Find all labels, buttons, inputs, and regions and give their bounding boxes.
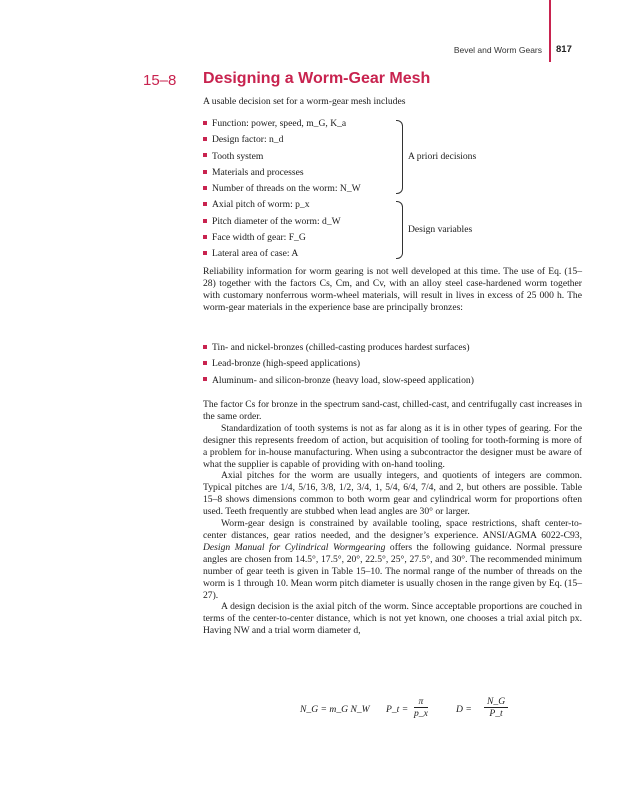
standardization-paragraph: Standardization of tooth systems is not as far along as it is in other types of gearing. For the designer this represents freedom of action, but acquisition of tooling for tooth-forming is more of a problem for in-house manufacturing. When using a subcontractor the designer must be aware of what the supplier is capable of providing with on-hand tooling.: [203, 422, 582, 470]
pitch-fraction: 3/4: [356, 482, 370, 494]
list-item: [203, 373, 474, 389]
equation-d-fraction: [484, 696, 508, 719]
list-item: [203, 356, 474, 372]
list-item: [203, 197, 361, 213]
bullet-icon: [203, 137, 207, 141]
decision-item-label: Face width of gear: F_G: [212, 232, 306, 244]
pitch-fraction: 7/4: [421, 482, 434, 494]
pitch-fraction: 1: [374, 482, 380, 494]
running-head: Bevel and Worm Gears: [453, 45, 542, 55]
constraints-paragraph: [203, 518, 582, 601]
equation-pt-denominator: p_x: [414, 708, 428, 719]
reliability-paragraph: Reliability information for worm gearing is not well developed at this time. The use of Eq. (15–28) together with the factors Cs, Cm, and Cv, with an alloy steel case-hardened worm together with customary nonferrous worm-wheel materials, will result in lives in excess of 25 000 h. The worm-gear materials in the experience base are principally bronzes:: [203, 266, 582, 313]
list-item: [203, 132, 361, 148]
design-variables-brace: [396, 201, 403, 259]
a-priori-label: A priori decisions: [408, 151, 477, 162]
body-text: [203, 399, 582, 637]
list-item: [203, 340, 474, 356]
pitch-fraction: 1/2: [338, 482, 352, 494]
decision-set-list: [203, 116, 361, 263]
bullet-icon: [203, 377, 207, 381]
decision-item-label: Number of threads on the worm: N_W: [212, 183, 361, 195]
constraints-text-before: Worm-gear design is constrained by available tooling, space restrictions, shaft center-to-center distances, gear ratios needed, and the designer’s experience. ANSI/AGMA 6022-C93,: [203, 518, 582, 541]
equation-gear-teeth: N_G = m_G N_W: [300, 704, 370, 715]
axial-pitch-text-before: Axial pitches for the worm are usually integers, and quotients of integers are common. Typical pitches are: [203, 470, 582, 494]
decision-item-label: Lateral area of case: A: [212, 248, 299, 260]
axial-pitch-text-after: but others are possible. Table 15–8 shows dimensions common to both worm gear and cylindrical worm for proportions often used. Teeth frequently are stubbed when lead angles are 30° or larger.: [203, 482, 583, 518]
pitch-fraction: 1/4: [280, 482, 293, 494]
list-item: [203, 116, 361, 132]
decision-item-label: Design factor: n_d: [212, 134, 284, 146]
pitch-fraction: 5/16: [298, 482, 316, 494]
section-number: 15–8: [143, 72, 177, 89]
bullet-icon: [203, 186, 207, 190]
a-priori-brace: [396, 120, 403, 194]
bullet-icon: [203, 170, 207, 174]
pitch-fraction-list: 1/4, 5/16, 3/8, 1/2, 3/4, 1, 5/4, 6/4, 7/4, and 2,: [280, 482, 467, 494]
bronze-item-label: Tin- and nickel-bronzes (chilled-casting produces hardest surfaces): [212, 342, 470, 353]
bronzes-list: [203, 340, 474, 389]
equation-pt-numerator: π: [414, 696, 428, 708]
equation-d-denominator: P_t: [489, 708, 503, 719]
equations-row: [200, 694, 600, 724]
bronze-item-label: Aluminum- and silicon-bronze (heavy load, slow-speed application): [212, 374, 474, 386]
bullet-icon: [203, 235, 207, 239]
decision-paragraph: A design decision is the axial pitch of the worm. Since acceptable proportions are couched in terms of the center-to-center distance, which is not yet known, one chooses a trial axial pitch px. Having NW and a trial worm diameter d,: [203, 601, 582, 637]
bullet-icon: [203, 153, 207, 157]
equation-pt-fraction: [414, 696, 428, 719]
pitch-fraction: 5/4: [385, 482, 398, 494]
section-title: Designing a Worm-Gear Mesh: [203, 70, 431, 87]
bullet-icon: [203, 219, 207, 223]
list-item: [203, 165, 361, 181]
decision-item-label: Pitch diameter of the worm: d_W: [212, 215, 341, 227]
bullet-icon: [203, 345, 207, 349]
bronze-item-label: Lead-bronze (high-speed applications): [212, 358, 361, 370]
list-item: [203, 230, 361, 246]
bullet-icon: [203, 251, 207, 255]
page-number: 817: [556, 44, 572, 55]
equation-pt-lhs: P_t =: [386, 704, 409, 715]
bullet-icon: [203, 121, 207, 125]
intro-paragraph: A usable decision set for a worm-gear mesh includes: [203, 96, 406, 107]
axial-pitch-paragraph: [203, 470, 582, 518]
list-item: [203, 214, 361, 230]
bullet-icon: [203, 361, 207, 365]
decision-item-label: Axial pitch of worm: p_x: [212, 199, 310, 211]
pitch-fraction: 3/8: [321, 482, 334, 494]
pitch-fraction: 2: [456, 482, 462, 494]
decision-item-label: Materials and processes: [212, 166, 304, 178]
list-item: [203, 181, 361, 197]
page-edge-rule: [549, 0, 551, 62]
decision-item-label: Function: power, speed, m_G, K_a: [212, 118, 347, 129]
design-variables-label: Design variables: [408, 224, 473, 235]
constraints-text-after: offers the following guidance. Normal pressure angles are chosen from 14.5°, 17.5°, 20°, 22.5°, 25°, 27.5°, and 30°. The recommended minimum number of gear teeth is given in Table 15–10. The normal range of the number of threads on the worm is 1 through 10. Mean worm pitch diameter is usually chosen in the range given by Eq. (15–27).: [203, 541, 582, 601]
manual-title: Design Manual for Cylindrical Wormgearing: [203, 541, 386, 553]
equation-d-lhs: D =: [456, 704, 472, 715]
list-item: [203, 246, 361, 262]
cs-paragraph: The factor Cs for bronze in the spectrum sand-cast, chilled-cast, and centrifugally cast increases in the same order.: [203, 399, 582, 422]
bullet-icon: [203, 202, 207, 206]
equation-d-numerator: N_G: [484, 696, 508, 708]
list-item: [203, 149, 361, 165]
decision-item-label: Tooth system: [212, 150, 264, 162]
pitch-fraction: 6/4: [403, 482, 416, 494]
